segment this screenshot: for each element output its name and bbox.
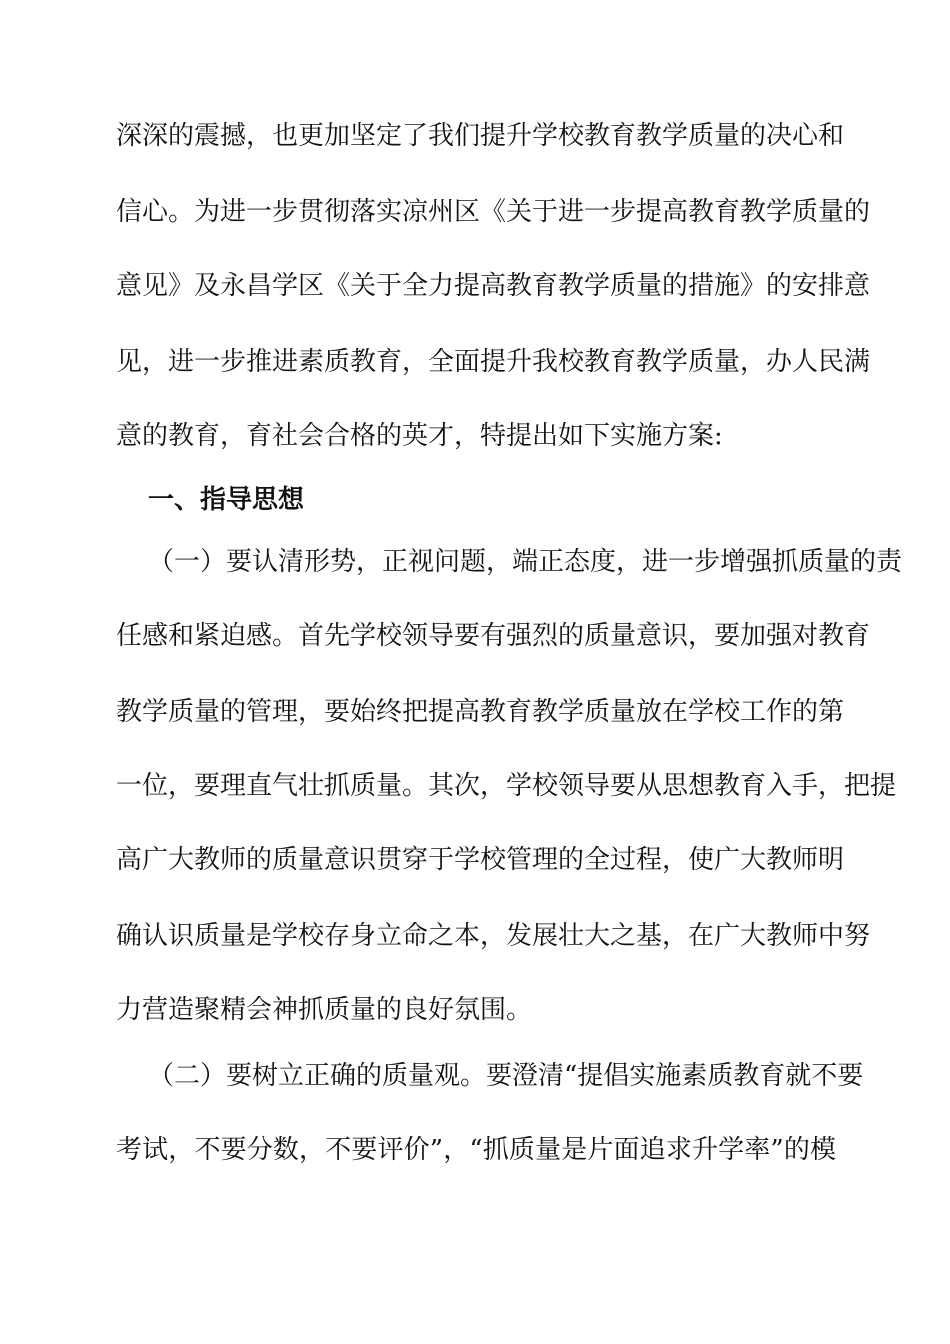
- paragraph-line: （二）要树立正确的质量观。要澄清“提倡实施素质教育就不要: [148, 1061, 864, 1091]
- paragraph-line: 高广大教师的质量意识贯穿于学校管理的全过程，使广大教师明: [116, 845, 845, 875]
- body-text-line: 意见》及永昌学区《关于全力提高教育教学质量的措施》的安排意: [116, 271, 871, 301]
- paragraph-line: 确认识质量是学校存身立命之本，发展壮大之基，在广大教师中努: [116, 921, 871, 951]
- paragraph-line: 一位，要理直气壮抓质量。其次，学校领导要从思想教育入手，把提: [116, 771, 897, 801]
- section-heading: 一、指导思想: [148, 485, 305, 515]
- paragraph-line: （一）要认清形势，正视问题，端正态度，进一步增强抓质量的责: [148, 547, 903, 577]
- paragraph-line: 考试，不要分数，不要评价”，“抓质量是片面追求升学率”的模: [116, 1135, 836, 1165]
- paragraph-line: 任感和紧迫感。首先学校领导要有强烈的质量意识，要加强对教育: [116, 621, 871, 651]
- paragraph-line: 力营造聚精会神抓质量的良好氛围。: [116, 995, 533, 1025]
- body-text-line: 深深的震撼，也更加坚定了我们提升学校教育教学质量的决心和: [116, 121, 845, 151]
- body-text-line: 见，进一步推进素质教育，全面提升我校教育教学质量，办人民满: [116, 347, 871, 377]
- paragraph-line: 教学质量的管理，要始终把提高教育教学质量放在学校工作的第: [116, 697, 845, 727]
- body-text-line: 意的教育，育社会合格的英才，特提出如下实施方案:: [116, 421, 723, 451]
- body-text-line: 信心。为进一步贯彻落实凉州区《关于进一步提高教育教学质量的: [116, 197, 871, 227]
